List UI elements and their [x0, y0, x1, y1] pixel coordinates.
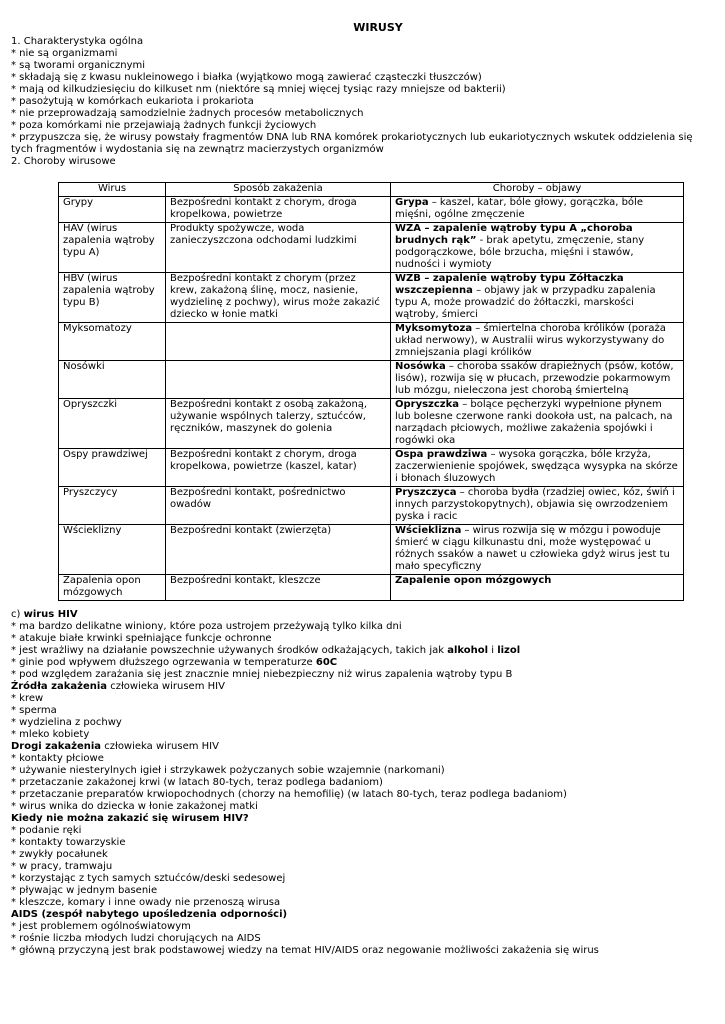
disease-cell	[391, 273, 684, 323]
list-item: * używanie niesterylnych igieł i strzykawek pożyczanych sobie wzajemnie (narkomani)	[11, 765, 445, 776]
virus-cell: Opryszczki	[59, 399, 166, 449]
table-row	[59, 361, 684, 399]
table-row	[59, 197, 684, 223]
transmission-cell: Bezpośredni kontakt, pośrednictwo owadów	[166, 487, 391, 525]
list-item: * główną przyczyną jest brak podstawowej wiedzy na temat HIV/AIDS oraz negowanie możliwości zakażenia się wirus	[11, 945, 599, 956]
virus-cell: Wścieklizny	[59, 525, 166, 575]
document-title: WIRUSY	[353, 21, 403, 34]
table-row	[59, 273, 684, 323]
header-virus: Wirus	[59, 183, 166, 197]
list-item: * kontakty towarzyskie	[11, 837, 126, 848]
table-row	[59, 323, 684, 361]
sources-heading: Źródła zakażenia człowieka wirusem HIV	[11, 681, 225, 692]
transmission-cell	[166, 323, 391, 361]
table-row	[59, 487, 684, 525]
intro-line: * pasożytują w komórkach eukariota i prokariota	[11, 96, 254, 107]
disease-name: Myksomytoza	[395, 323, 473, 334]
intro-line: * mają od kilkudziesięciu do kilkuset nm (niektóre są mniej więcej tysiąc razy mniejsze od bakterii)	[11, 84, 506, 95]
cannot-heading: Kiedy nie można zakazić się wirusem HIV?	[11, 813, 249, 824]
virus-cell: HAV (wirus zapalenia wątroby typu A)	[59, 223, 166, 273]
transmission-cell: Bezpośredni kontakt z osobą zakażoną, używanie wspólnych talerzy, sztućców, ręczników, maszynek do golenia	[166, 399, 391, 449]
disease-symptoms: – choroba bydła (rzadziej owiec, kóz, świń i innych parzystokopytnych), objawia się owrzodzeniem pyska i racic	[395, 487, 675, 522]
table-row	[59, 399, 684, 449]
disease-symptoms: – bolące pęcherzyki wypełnione płynem lub bolesne czerwone ranki dookoła ust, na palcach, na narządach płciowych, możliwe zakażenia spojówki i rogówki oka	[395, 399, 673, 446]
intro-line: * przypuszcza się, że wirusy powstały fragmentów DNA lub RNA komórek prokariotycznych lub eukariotycznych wskutek oddzielenia się tych fragmentów i wydostania się na zewnątrz macierzystych organizmów	[11, 132, 693, 155]
list-item: * rośnie liczba młodych ludzi chorujących na AIDS	[11, 933, 261, 944]
table-body	[59, 197, 684, 601]
transmission-cell	[166, 361, 391, 399]
virus-cell: Grypy	[59, 197, 166, 223]
list-item: * pływając w jednym basenie	[11, 885, 158, 896]
table-row	[59, 449, 684, 487]
transmission-cell: Bezpośredni kontakt z chorym, droga kropelkowa, powietrze (kaszel, katar)	[166, 449, 391, 487]
routes-heading: Drogi zakażenia człowieka wirusem HIV	[11, 741, 219, 752]
list-item: * zwykły pocałunek	[11, 849, 108, 860]
virus-table	[58, 182, 684, 601]
hiv-fact: * ma bardzo delikatne winiony, które poza ustrojem przeżywają tylko kilka dni	[11, 621, 402, 632]
virus-cell: Ospy prawdziwej	[59, 449, 166, 487]
list-item: * przetaczanie zakażonej krwi (w latach 80-tych, teraz podlega badaniom)	[11, 777, 383, 788]
document-page	[11, 22, 711, 957]
disease-symptoms: – wysoka gorączka, bóle krzyża, zaczerwienienie spojówek, swędząca wysypka na skórze i błonach śluzowych	[395, 449, 678, 484]
hiv-section	[11, 609, 711, 957]
disease-symptoms: – choroba ssaków drapieżnych (psów, kotów, lisów), rozwija się w płucach, przewodzie pokarmowym lub mózgu, nieleczona jest chorobą śmiertelną	[395, 361, 674, 396]
disease-symptoms: - brak apetytu, zmęczenie, stany podgorączkowe, bóle brzucha, mięśni i stawów, nudności i wymioty	[395, 235, 645, 270]
intro-line: * nie są organizmami	[11, 48, 118, 59]
disease-cell	[391, 197, 684, 223]
intro-line: * składają się z kwasu nukleinowego i białka (wyjątkowo mogą zawierać cząsteczki tłuszczów)	[11, 72, 482, 83]
intro-line: 2. Choroby wirusowe	[11, 156, 116, 167]
disease-name: Zapalenie opon mózgowych	[395, 575, 552, 586]
hiv-fact: * pod względem zarażania się jest znacznie mniej niebezpieczny niż wirus zapalenia wątroby typu B	[11, 669, 513, 680]
disease-symptoms: – śmiertelna choroba królików (poraża układ nerwowy), w Australii wirus wykorzystywany do zmniejszania plagi królików	[395, 323, 666, 358]
disease-cell	[391, 525, 684, 575]
disease-cell	[391, 361, 684, 399]
list-item: * krew	[11, 693, 44, 704]
disease-symptoms: – wirus rozwija się w mózgu i powoduje śmierć w ciągu kilkunastu dni, może występować u różnych ssaków a nawet u człowieka gdyż wirus jest tu mało specyficzny	[395, 525, 670, 572]
aids-heading: AIDS (zespół nabytego upośledzenia odporności)	[11, 909, 288, 920]
header-transmission: Sposób zakażenia	[166, 183, 391, 197]
transmission-cell: Produkty spożywcze, woda zanieczyszczona odchodami ludzkimi	[166, 223, 391, 273]
virus-cell: Myksomatozy	[59, 323, 166, 361]
transmission-cell: Bezpośredni kontakt, kleszcze	[166, 575, 391, 601]
hiv-fact: * jest wrażliwy na działanie powszechnie używanych środków odkażających, takich jak alkohol i lizol	[11, 645, 521, 656]
intro-line: 1. Charakterystyka ogólna	[11, 36, 144, 47]
disease-cell	[391, 575, 684, 601]
disease-name: Nosówka	[395, 361, 446, 372]
list-item: * w pracy, tramwaju	[11, 861, 113, 872]
header-disease: Choroby – objawy	[391, 183, 684, 197]
table-row	[59, 223, 684, 273]
intro-line: * poza komórkami nie przejawiają żadnych funkcji życiowych	[11, 120, 317, 131]
disease-symptoms: – kaszel, katar, bóle głowy, gorączka, bóle mięśni, ogólne zmęczenie	[395, 197, 643, 220]
list-item: * kleszcze, komary i inne owady nie przenoszą wirusa	[11, 897, 281, 908]
disease-name: Ospa prawdziwa	[395, 449, 488, 460]
disease-cell	[391, 323, 684, 361]
list-item: * mleko kobiety	[11, 729, 90, 740]
virus-cell: Pryszczycy	[59, 487, 166, 525]
virus-cell: HBV (wirus zapalenia wątroby typu B)	[59, 273, 166, 323]
disease-name: Opryszczka	[395, 399, 460, 410]
list-item: * przetaczanie preparatów krwiopochodnych (chorzy na hemofilię) (w latach 80-tych, teraz podlega badaniom)	[11, 789, 567, 800]
disease-cell	[391, 399, 684, 449]
table-row	[59, 575, 684, 601]
disease-cell	[391, 449, 684, 487]
list-item: * wydzielina z pochwy	[11, 717, 122, 728]
list-item: * sperma	[11, 705, 57, 716]
intro-line: * są tworami organicznymi	[11, 60, 146, 71]
virus-cell: Nosówki	[59, 361, 166, 399]
disease-name: WZA – zapalenie wątroby typu A „choroba brudnych rąk”	[395, 223, 633, 246]
disease-cell	[391, 223, 684, 273]
hiv-fact: * ginie pod wpływem dłuższego ogrzewania w temperaturze 60C	[11, 657, 338, 668]
disease-symptoms: – objawy jak w przypadku zapalenia typu A, może prowadzić do żółtaczki, marskości wątroby, śmierci	[395, 285, 656, 320]
disease-name: Grypa	[395, 197, 429, 208]
list-item: * korzystając z tych samych sztućców/deski sedesowej	[11, 873, 286, 884]
transmission-cell: Bezpośredni kontakt (zwierzęta)	[166, 525, 391, 575]
disease-name: Wścieklizna	[395, 525, 462, 536]
list-item: * podanie ręki	[11, 825, 82, 836]
table-header-row	[59, 183, 684, 197]
intro-line: * nie przeprowadzają samodzielnie żadnych procesów metabolicznych	[11, 108, 364, 119]
disease-cell	[391, 487, 684, 525]
list-item: * wirus wnika do dziecka w łonie zakażonej matki	[11, 801, 258, 812]
transmission-cell: Bezpośredni kontakt z chorym, droga kropelkowa, powietrze	[166, 197, 391, 223]
disease-name: Pryszczyca	[395, 487, 457, 498]
list-item: * kontakty płciowe	[11, 753, 104, 764]
hiv-fact: * atakuje białe krwinki spełniające funkcje ochronne	[11, 633, 272, 644]
transmission-cell: Bezpośredni kontakt z chorym (przez krew, zakażoną ślinę, mocz, nasienie, wydzielinę z pochwy), wirus może zakazić dziecko w łonie matki	[166, 273, 391, 323]
disease-name: WZB – zapalenie wątroby typu Żółtaczka wszczepienna	[395, 273, 624, 296]
virus-cell: Zapalenia opon mózgowych	[59, 575, 166, 601]
list-item: * jest problemem ogólnoświatowym	[11, 921, 191, 932]
hiv-heading: c) wirus HIV	[11, 609, 78, 620]
intro-section	[11, 36, 711, 168]
table-row	[59, 525, 684, 575]
